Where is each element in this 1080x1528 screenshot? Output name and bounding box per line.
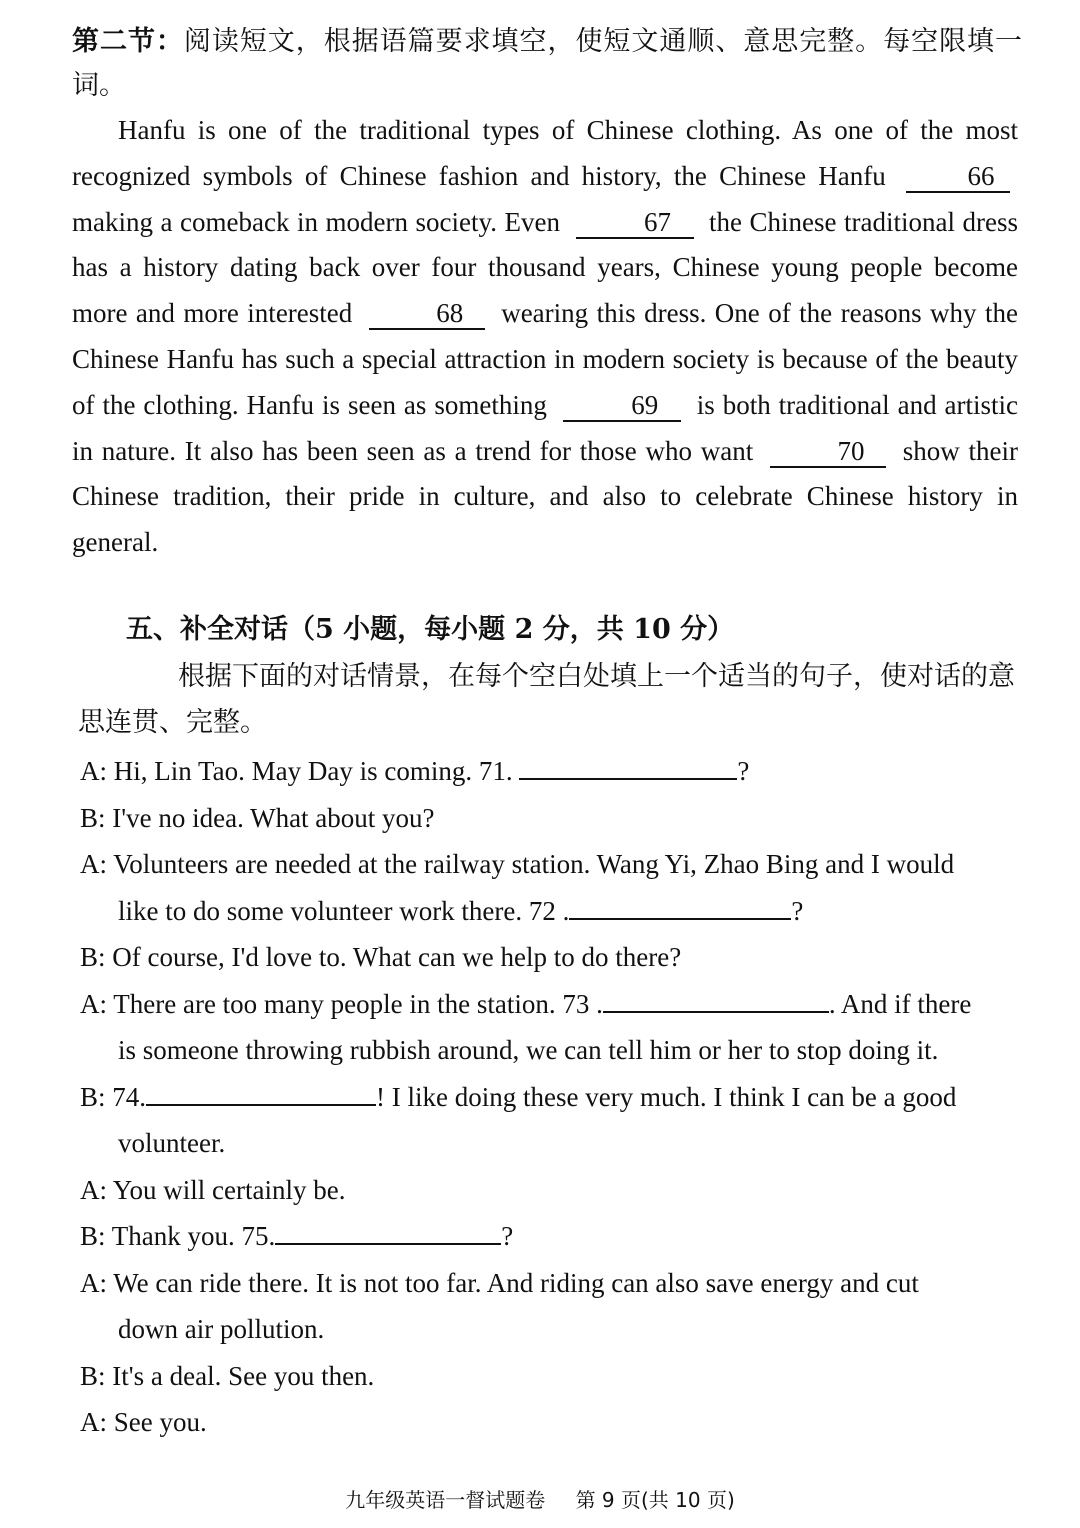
blank-69: 69 — [563, 390, 681, 422]
section-5-instruction — [78, 654, 1018, 746]
line-text: . And if there — [828, 988, 972, 1019]
passage-text-4: wearing this dress. One of the reasons why the Chinese Hanfu has such a special attraction in modern society is because of the beauty of the clothing. Hanfu is seen as something — [72, 298, 1018, 420]
dialogue-line-3-cont — [80, 888, 1020, 935]
line-text: See you. — [113, 1407, 207, 1437]
reading-passage — [72, 108, 1018, 566]
line-text: down air pollution. — [118, 1314, 325, 1344]
dialogue-line-5 — [80, 981, 1020, 1028]
line-text: is someone throwing rubbish around, we can tell him or her to stop doing it. — [118, 1035, 939, 1065]
dialogue-line-11 — [80, 1399, 1020, 1446]
page-number: 第 9 页(共 10 页) — [575, 1488, 735, 1512]
line-text: ! I like doing these very much. I think I can be a good — [376, 1081, 957, 1112]
dialogue-line-4 — [80, 934, 1020, 981]
section-2-label: 第二节： — [72, 26, 184, 57]
blank-70: 70 — [770, 436, 886, 468]
speaker: B: — [80, 802, 106, 833]
answer-blank-72 — [569, 892, 791, 920]
line-text: Hi, Lin Tao. May Day is coming. 71. — [113, 756, 513, 786]
speaker: A: — [80, 1267, 107, 1298]
line-text: I've no idea. What about you? — [112, 802, 435, 833]
dialogue-line-7 — [80, 1167, 1020, 1214]
passage-text-5: is both traditional and artistic in nature. It also has been seen as a trend for those who want — [72, 389, 1018, 466]
passage-text-2: making a comeback in modern society. Even — [72, 206, 560, 237]
answer-blank-73 — [603, 985, 829, 1013]
dialogue-line-1 — [80, 748, 1020, 795]
line-text: Thank you. 75. — [111, 1221, 276, 1251]
line-text: ? — [501, 1221, 514, 1251]
speaker: A: — [80, 988, 107, 1019]
line-text: ? — [737, 756, 750, 786]
dialogue-line-2 — [80, 795, 1020, 842]
dialogue-line-3 — [80, 841, 1020, 888]
speaker: B: — [80, 1360, 106, 1391]
page-footer — [0, 1484, 1080, 1513]
passage-text-1: Hanfu is one of the traditional types of Chinese clothing. As one of the most recognized symbols of Chinese fashion and history, the Chinese Hanfu — [72, 115, 1018, 191]
speaker: A: — [80, 1407, 107, 1437]
speaker: B: — [80, 942, 106, 972]
section-5-instruction-text: 根据下面的对话情景，在每个空白处填上一个适当的句子，使对话的意思连贯、完整。 — [78, 661, 1015, 738]
line-text: like to do some volunteer work there. 72 . — [118, 895, 570, 926]
line-text: 74. — [112, 1081, 147, 1112]
speaker: A: — [80, 1174, 107, 1205]
line-text: ? — [791, 895, 804, 926]
passage-text-3: the Chinese traditional dress has a history dating back over four thousand years, Chinese young people become more and more interested — [72, 206, 1019, 329]
dialogue-line-10 — [80, 1353, 1020, 1400]
answer-blank-75 — [275, 1217, 501, 1245]
section-5-title: 五、补全对话（5 小题，每小题 2 分，共 10 分） — [126, 614, 735, 645]
speaker: B: — [80, 1081, 106, 1112]
line-text: Of course, I'd love to. What can we help to do there? — [112, 942, 682, 972]
speaker: A: — [80, 849, 107, 879]
line-text: volunteer. — [118, 1128, 226, 1158]
dialogue — [80, 748, 1020, 1446]
blank-67: 67 — [576, 207, 694, 239]
line-text: It's a deal. See you then. — [112, 1360, 375, 1391]
dialogue-line-6 — [80, 1074, 1020, 1121]
line-text: Volunteers are needed at the railway station. Wang Yi, Zhao Bing and I would — [113, 849, 955, 879]
blank-66: 66 — [906, 161, 1010, 193]
exam-title: 九年级英语一督试题卷 — [345, 1488, 546, 1512]
dialogue-line-8 — [80, 1213, 1020, 1260]
line-text: There are too many people in the station. 73 . — [113, 988, 603, 1019]
section-2-header — [72, 20, 1022, 108]
answer-blank-74 — [146, 1078, 376, 1106]
speaker: A: — [80, 756, 107, 786]
dialogue-line-9-cont — [80, 1306, 1020, 1353]
blank-68: 68 — [369, 298, 485, 330]
dialogue-line-5-cont — [80, 1027, 1020, 1074]
speaker: B: — [80, 1221, 106, 1251]
line-text: We can ride there. It is not too far. And riding can also save energy and cut — [113, 1267, 919, 1298]
passage-text-6: show their Chinese tradition, their pride in culture, and also to celebrate Chinese history in general. — [72, 435, 1018, 558]
dialogue-line-9 — [80, 1260, 1020, 1307]
answer-blank-71 — [519, 752, 737, 780]
section-2-instruction: 阅读短文，根据语篇要求填空，使短文通顺、意思完整。每空限填一词。 — [72, 26, 1023, 101]
dialogue-line-6-cont — [80, 1120, 1020, 1167]
line-text: You will certainly be. — [112, 1174, 346, 1205]
